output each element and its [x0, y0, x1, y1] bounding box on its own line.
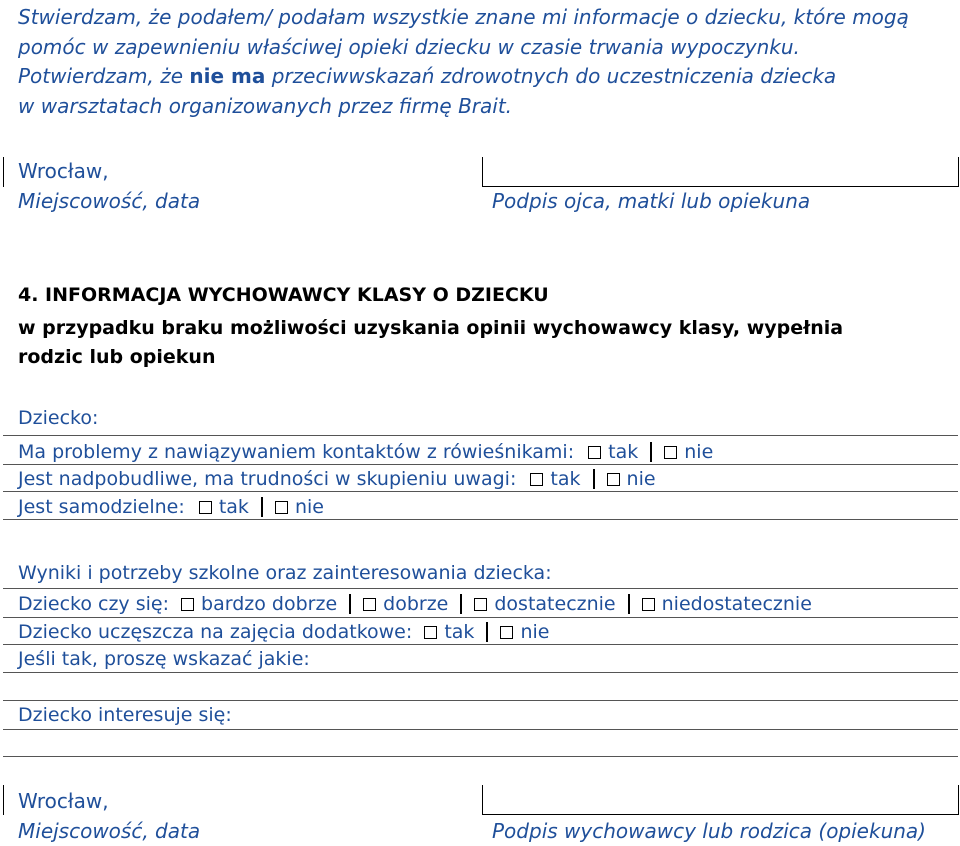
checkbox[interactable] [588, 446, 601, 459]
option-yes-label: tak [218, 496, 249, 518]
option-sufficient-label: dostatecznie [494, 593, 616, 615]
rule [3, 464, 958, 465]
option-yes[interactable] [530, 467, 580, 491]
option-separator [486, 622, 488, 642]
rule [3, 644, 958, 645]
place-date-field[interactable]: Wrocław, [18, 789, 109, 813]
section-title: 4. INFORMACJA WYCHOWAWCY KLASY O DZIECKU [18, 284, 549, 306]
signature-line [483, 814, 959, 815]
signature-frame-middle [482, 157, 483, 187]
place-date-field[interactable]: Wrocław, [18, 159, 109, 183]
signature-frame-left [3, 157, 4, 187]
option-no-label: nie [626, 468, 656, 490]
place-date-label: Miejscowość, data [18, 189, 201, 213]
intro-line-3 [18, 64, 836, 88]
option-good-label: dobrze [383, 593, 449, 615]
intro-line-3-post: przeciwwskazań zdrowotnych do uczestniczenia dziecka [265, 64, 837, 88]
question-interests: Dziecko interesuje się: [18, 704, 232, 726]
section-subtitle-1: w przypadku braku możliwości uzyskania opinii wychowawcy klasy, wypełnia [18, 317, 844, 339]
signature-line [483, 186, 959, 187]
question-peer-contacts [18, 440, 713, 464]
option-separator [628, 594, 630, 614]
signature-frame-middle [482, 785, 483, 815]
question-hyperactive [18, 467, 656, 491]
option-separator [650, 442, 652, 462]
option-no[interactable] [500, 620, 549, 644]
option-yes[interactable] [199, 495, 249, 519]
checkbox[interactable] [363, 598, 376, 611]
rule [3, 617, 958, 618]
checkbox[interactable] [500, 626, 513, 639]
option-separator [261, 497, 263, 517]
signature-frame-right [958, 785, 959, 815]
rule [3, 435, 958, 436]
question-learning-text: Dziecko czy się: [18, 593, 169, 615]
option-no-label: nie [294, 496, 324, 518]
option-sufficient[interactable] [474, 592, 615, 616]
rule [3, 729, 958, 730]
question-independent [18, 495, 324, 519]
option-insufficient-label: niedostatecznie [661, 593, 812, 615]
intro-line-1: Stwierdzam, że podałem/ podałam wszystkie znane mi informacje o dziecku, które mogą [18, 5, 909, 29]
school-label: Wyniki i potrzeby szkolne oraz zainteresowania dziecka: [18, 562, 552, 584]
option-yes[interactable] [424, 620, 474, 644]
checkbox[interactable] [474, 598, 487, 611]
rule [3, 519, 958, 520]
checkbox[interactable] [275, 501, 288, 514]
option-no-label: nie [684, 441, 714, 463]
option-yes-label: tak [444, 621, 475, 643]
option-good[interactable] [363, 592, 448, 616]
option-no-label: nie [520, 621, 550, 643]
option-very-good-label: bardzo dobrze [201, 593, 338, 615]
section-subtitle-2: rodzic lub opiekun [18, 346, 216, 368]
answer-line[interactable] [3, 700, 958, 701]
rule [3, 588, 958, 589]
option-yes[interactable] [588, 440, 638, 464]
question-independent-text: Jest samodzielne: [18, 496, 185, 518]
answer-line[interactable] [3, 756, 958, 757]
option-separator [593, 469, 595, 489]
option-no[interactable] [275, 495, 324, 519]
place-date-label: Miejscowość, data [18, 819, 201, 843]
rule [3, 672, 958, 673]
question-which-classes: Jeśli tak, proszę wskazać jakie: [18, 648, 310, 670]
intro-emphasis: nie ma [189, 64, 266, 88]
intro-line-2: pomóc w zapewnieniu właściwej opieki dziecku w czasie trwania wypoczynku. [18, 35, 800, 59]
child-label: Dziecko: [18, 407, 99, 429]
question-hyperactive-text: Jest nadpobudliwe, ma trudności w skupieniu uwagi: [18, 468, 517, 490]
question-extra-classes-text: Dziecko uczęszcza na zajęcia dodatkowe: [18, 621, 413, 643]
checkbox[interactable] [181, 598, 194, 611]
intro-line-3-pre: Potwierdzam, że [18, 64, 190, 88]
option-no[interactable] [664, 440, 713, 464]
rule [3, 491, 958, 492]
checkbox[interactable] [530, 473, 543, 486]
option-separator [349, 594, 351, 614]
question-learning [18, 592, 812, 616]
signature-label: Podpis ojca, matki lub opiekuna [492, 189, 811, 213]
signature-label: Podpis wychowawcy lub rodzica (opiekuna) [492, 819, 926, 843]
option-yes-label: tak [608, 441, 639, 463]
checkbox[interactable] [607, 473, 620, 486]
checkbox[interactable] [642, 598, 655, 611]
checkbox[interactable] [199, 501, 212, 514]
option-very-good[interactable] [181, 592, 337, 616]
checkbox[interactable] [664, 446, 677, 459]
option-no[interactable] [607, 467, 656, 491]
question-extra-classes [18, 620, 549, 644]
signature-frame-left [3, 785, 4, 815]
checkbox[interactable] [424, 626, 437, 639]
question-peer-contacts-text: Ma problemy z nawiązywaniem kontaktów z rówieśnikami: [18, 441, 575, 463]
option-yes-label: tak [550, 468, 581, 490]
signature-frame-right [958, 157, 959, 187]
option-separator [460, 594, 462, 614]
intro-line-4: w warsztatach organizowanych przez firmę Brait. [18, 94, 513, 118]
option-insufficient[interactable] [642, 592, 812, 616]
